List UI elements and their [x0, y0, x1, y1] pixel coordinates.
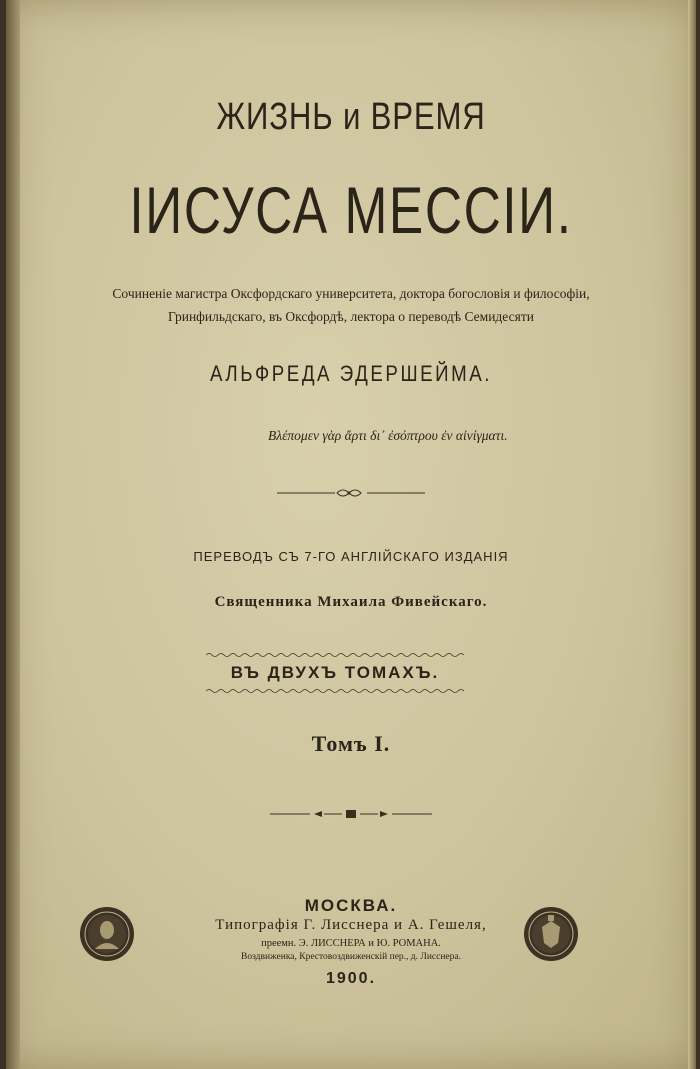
author-name: АЛЬФРЕДА ЭДЕРШЕЙМА.: [209, 361, 493, 386]
volume-number: Томъ I.: [311, 731, 391, 756]
translator-name: Священника Михаила Фивейскаго.: [214, 594, 488, 610]
imprint-printer: Типографія Г. Лисснера и А. Гешеля,: [215, 917, 487, 933]
imprint-year: 1900.: [325, 970, 377, 987]
translation-note: ПЕРЕВОДЪ СЪ 7-ГО АНГЛІЙСКАГО ИЗДАНІЯ: [193, 549, 509, 564]
ornament-divider-icon: [6, 806, 696, 825]
volumes-count: ВЪ ДВУХЪ ТОМАХЪ.: [230, 663, 440, 682]
imprint-proprietors: преемн. Э. ЛИССНЕРА и Ю. РОМАНА.: [261, 938, 441, 949]
subtitle-line-1: Сочиненіе магистра Оксфордскаго университета, доктора богословія и философіи,: [112, 286, 590, 301]
imprint-city: МОСКВА.: [304, 896, 398, 915]
title-line-2: ІИСУСА МЕССІИ.: [129, 173, 573, 247]
coat-of-arms-medal-icon: [522, 905, 580, 963]
portrait-medal-icon: [78, 905, 136, 963]
wavy-rule-icon: [206, 688, 464, 694]
imprint-address: Воздвиженка, Крестовоздвиженскій пер., д. Лисснера.: [241, 952, 461, 962]
title-page: [6, 0, 696, 1069]
volumes-block: [206, 652, 464, 694]
subtitle-line-2: Гринфильдскаго, въ Оксфордѣ, лектора о переводѣ Семидесяти: [168, 309, 534, 324]
ornament-divider-icon: [6, 484, 696, 506]
wavy-rule-icon: [206, 652, 464, 658]
epigraph: Βλέπομεν γὰρ ἄρτι δι᾽ ἐσόπτρου ἐν αἰνίγματι.: [268, 428, 508, 443]
title-line-1: ЖИЗНЬ и ВРЕМЯ: [216, 96, 486, 138]
